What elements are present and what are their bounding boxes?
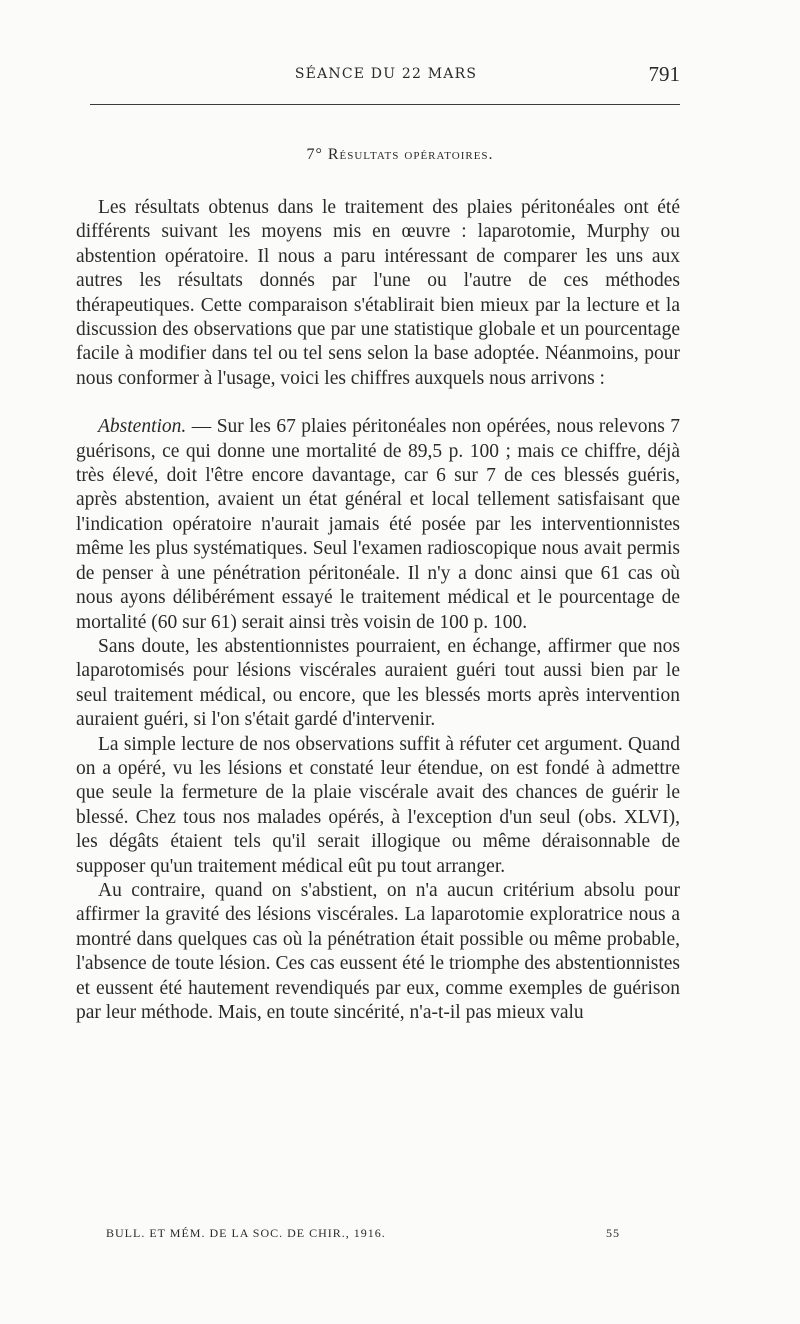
signature-mark: 55 bbox=[606, 1226, 620, 1240]
abstention-label: Abstention. bbox=[98, 416, 187, 438]
page-header bbox=[92, 62, 680, 92]
section-title: 7° Résultats opératoires. bbox=[306, 146, 494, 163]
running-title: SÉANCE DU 22 MARS bbox=[294, 66, 478, 82]
body-text bbox=[76, 196, 680, 1025]
paragraph-sans-doute: Sans doute, les abstentionnistes pourraient, en échange, affirmer que nos laparotomisés pour lésions viscérales auraient guéri tout aussi bien par le seul traitement médical, ou encore, que les blessés morts après intervention auraient guéri, si l'on s'était gardé d'intervenir. bbox=[76, 635, 680, 731]
paragraph-intro: Les résultats obtenus dans le traitement des plaies péritonéales ont été différents suivant les moyens mis en œuvre : laparotomie, Murphy ou abstention opératoire. Il nous a paru intéressant de comparer les uns aux autres les résultats donnés par l'une ou l'autre de ces méthodes thérapeutiques. Cette comparaison s'établirait bien mieux par la lecture et la discussion des observations que par une statistique globale et un pourcentage facile à modifier dans tel ou tel sens selon la base adoptée. Néanmoins, pour nous conformer à l'usage, voici les chiffres auxquels nous arrivons : bbox=[76, 197, 680, 389]
page-footer bbox=[106, 1226, 620, 1241]
abstention-text: — Sur les 67 plaies péritonéales non opérées, nous relevons 7 guérisons, ce qui donne une mortalité de 89,5 p. 100 ; mais ce chiffre, déjà très élevé, doit l'être encore davantage, car 6 sur 7 de ces blessés guéris, après abstention, avaient un état général et local tellement satisfaisant que l'indication opératoire n'aurait jamais été posée par les interventionnistes même les plus systématiques. Seul l'examen radioscopique nous avait permis de penser à une pénétration péritonéale. Il n'y a donc ainsi que 61 cas où nous ayons délibérément essayé le traitement médical et le pourcentage de mortalité (60 sur 61) serait ainsi très voisin de 100 p. 100. bbox=[76, 416, 680, 633]
header-rule bbox=[90, 104, 680, 105]
paragraph-simple-lecture: La simple lecture de nos observations suffit à réfuter cet argument. Quand on a opéré, vu les lésions et constaté leur étendue, on est fondé à admettre que seule la fermeture de la plaie viscérale avait des chances de guérir le blessé. Chez tous nos malades opérés, à l'exception d'un seul (obs. XLVI), les dégâts étaient tels qu'il serait illogique ou même déraisonnable de supposer qu'un traitement médical eût pu tout arranger. bbox=[76, 733, 680, 877]
paragraph-au-contraire: Au contraire, quand on s'abstient, on n'a aucun critérium absolu pour affirmer la gravité des lésions viscérales. La laparotomie exploratrice nous a montré dans quelques cas où la pénétration était possible ou même probable, l'absence de toute lésion. Ces cas eussent été le triomphe des abstentionnistes et eussent été hautement revendiqués par eux, comme exemples de guérison par leur méthode. Mais, en toute sincérité, n'a-t-il pas mieux valu bbox=[76, 879, 680, 1023]
footer-reference: BULL. ET MÉM. DE LA SOC. DE CHIR., 1916. bbox=[106, 1226, 386, 1240]
paragraph-abstention bbox=[76, 415, 680, 635]
page-number: 791 bbox=[648, 62, 680, 86]
